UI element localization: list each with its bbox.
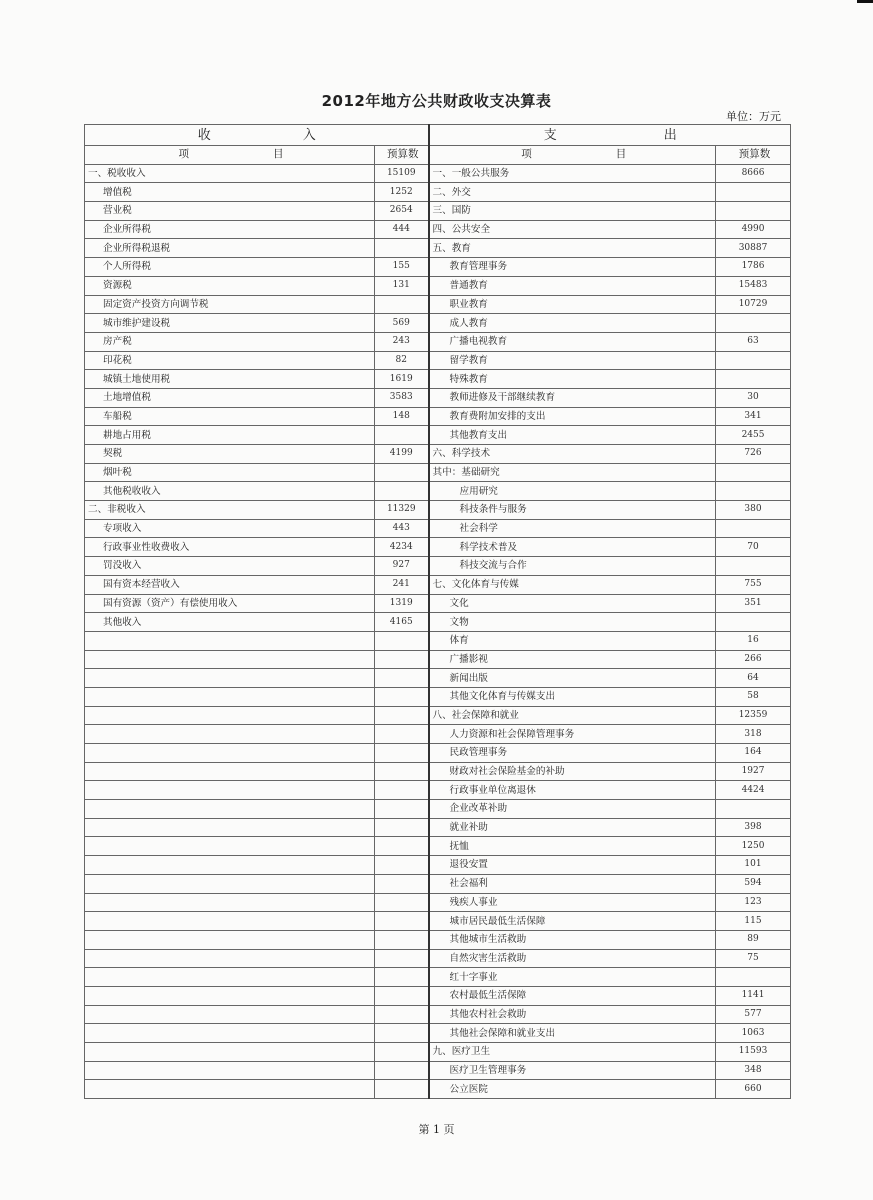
expenditure-budget-cell: 15483 [716,276,791,295]
expenditure-item-cell: 残疾人事业 [429,893,716,912]
table-row [85,912,791,931]
income-budget-cell: 15109 [375,164,429,183]
expenditure-budget-cell: 318 [716,725,791,744]
table-row [85,650,791,669]
expenditure-budget-cell [716,370,791,389]
income-budget-cell [375,762,429,781]
income-item-cell [85,818,375,837]
expenditure-item-cell: 教育费附加安排的支出 [429,407,716,426]
income-item-cell [85,1024,375,1043]
expenditure-budget-cell: 1250 [716,837,791,856]
table-row [85,501,791,520]
income-item-cell: 专项收入 [85,519,375,538]
expenditure-item-cell: 科学技术普及 [429,538,716,557]
income-item-cell: 城市维护建设税 [85,314,375,333]
expenditure-item-cell: 公立医院 [429,1080,716,1099]
expenditure-item-cell: 民政管理事务 [429,744,716,763]
income-item-cell [85,669,375,688]
income-budget-cell [375,744,429,763]
expenditure-item-cell: 六、科学技术 [429,445,716,464]
income-item-cell [85,1080,375,1099]
expenditure-item-cell: 社会福利 [429,874,716,893]
expenditure-budget-cell [716,557,791,576]
income-budget-cell [375,295,429,314]
expenditure-item-cell: 科技条件与服务 [429,501,716,520]
expenditure-item-cell: 特殊教育 [429,370,716,389]
expenditure-item-cell: 行政事业单位离退休 [429,781,716,800]
table-row [85,519,791,538]
expenditure-budget-cell: 1141 [716,986,791,1005]
expenditure-budget-cell: 1786 [716,258,791,277]
income-item-cell: 耕地占用税 [85,426,375,445]
expenditure-item-cell: 二、外交 [429,183,716,202]
expenditure-budget-cell: 11593 [716,1043,791,1062]
expenditure-budget-cell: 348 [716,1061,791,1080]
income-item-cell: 企业所得税 [85,220,375,239]
table-row [85,669,791,688]
table-row [85,631,791,650]
table-row [85,744,791,763]
income-budget-cell: 131 [375,276,429,295]
income-budget-cell: 444 [375,220,429,239]
income-budget-cell [375,463,429,482]
expenditure-budget-cell: 64 [716,669,791,688]
income-item-cell: 印花税 [85,351,375,370]
table-row [85,818,791,837]
expenditure-budget-cell: 341 [716,407,791,426]
income-budget-cell [375,725,429,744]
budget-table [84,124,791,1099]
expenditure-item-cell: 广播影视 [429,650,716,669]
expenditure-budget-cell: 75 [716,949,791,968]
income-item-cell: 国有资源（资产）有偿使用收入 [85,594,375,613]
unit-label: 单位：万元 [726,110,781,123]
income-item-cell [85,725,375,744]
expenditure-item-cell: 九、医疗卫生 [429,1043,716,1062]
expenditure-budget-cell [716,968,791,987]
income-item-cell: 房产税 [85,332,375,351]
income-budget-cell: 11329 [375,501,429,520]
table-row [85,463,791,482]
table-row [85,258,791,277]
income-budget-cell: 155 [375,258,429,277]
table-row [85,239,791,258]
expenditure-item-cell: 人力资源和社会保障管理事务 [429,725,716,744]
expenditure-budget-cell [716,800,791,819]
income-item-cell: 营业税 [85,202,375,221]
expenditure-budget-cell: 4424 [716,781,791,800]
income-item-cell [85,893,375,912]
table-row [85,725,791,744]
income-budget-cell [375,912,429,931]
income-budget-cell: 241 [375,575,429,594]
income-budget-cell: 4199 [375,445,429,464]
income-budget-cell [375,426,429,445]
expenditure-item-cell: 农村最低生活保障 [429,986,716,1005]
expenditure-item-header: 项 目 [429,146,716,165]
income-item-cell: 企业所得税退税 [85,239,375,258]
income-budget-cell [375,1005,429,1024]
table-row [85,1080,791,1099]
table-row [85,613,791,632]
table-row [85,202,791,221]
expenditure-budget-cell: 577 [716,1005,791,1024]
table-row [85,351,791,370]
expenditure-budget-cell: 8666 [716,164,791,183]
table-row [85,557,791,576]
table-row [85,893,791,912]
expenditure-budget-cell: 16 [716,631,791,650]
expenditure-item-cell: 五、教育 [429,239,716,258]
expenditure-item-cell: 红十字事业 [429,968,716,987]
income-budget-cell: 4234 [375,538,429,557]
expenditure-budget-cell: 89 [716,930,791,949]
expenditure-item-cell: 文物 [429,613,716,632]
income-budget-cell: 443 [375,519,429,538]
section-header-row [85,125,791,146]
table-row [85,986,791,1005]
income-item-cell: 城镇土地使用税 [85,370,375,389]
expenditure-budget-cell: 164 [716,744,791,763]
income-budget-cell: 569 [375,314,429,333]
expenditure-budget-cell: 1063 [716,1024,791,1043]
expenditure-budget-header: 预算数 [716,146,791,165]
expenditure-item-cell: 成人教育 [429,314,716,333]
income-budget-cell [375,482,429,501]
income-budget-cell: 243 [375,332,429,351]
expenditure-budget-cell: 398 [716,818,791,837]
income-item-cell: 契税 [85,445,375,464]
income-item-cell: 二、非税收入 [85,501,375,520]
table-row [85,295,791,314]
table-row [85,388,791,407]
income-budget-cell [375,837,429,856]
page-title: 2012年地方公共财政收支决算表 [321,92,552,110]
expenditure-budget-cell: 726 [716,445,791,464]
income-section-header: 收 入 [85,125,429,146]
income-item-cell [85,986,375,1005]
income-item-cell [85,968,375,987]
column-header-row [85,146,791,165]
expenditure-budget-cell: 594 [716,874,791,893]
income-item-cell [85,949,375,968]
table-row [85,687,791,706]
table-row [85,1043,791,1062]
expenditure-budget-cell: 4990 [716,220,791,239]
expenditure-item-cell: 广播电视教育 [429,332,716,351]
expenditure-budget-cell: 380 [716,501,791,520]
expenditure-budget-cell: 755 [716,575,791,594]
income-budget-cell [375,687,429,706]
table-row [85,837,791,856]
expenditure-budget-cell: 660 [716,1080,791,1099]
income-budget-cell [375,800,429,819]
table-row [85,874,791,893]
expenditure-budget-cell: 30887 [716,239,791,258]
income-budget-cell: 1319 [375,594,429,613]
table-row [85,426,791,445]
expenditure-item-cell: 财政对社会保险基金的补助 [429,762,716,781]
expenditure-budget-cell: 70 [716,538,791,557]
table-row [85,949,791,968]
income-budget-cell: 2654 [375,202,429,221]
page-number: 第 1 页 [418,1123,455,1136]
expenditure-budget-cell: 123 [716,893,791,912]
table-row [85,800,791,819]
expenditure-budget-cell [716,183,791,202]
table-row [85,370,791,389]
expenditure-item-cell: 教育管理事务 [429,258,716,277]
expenditure-budget-cell [716,519,791,538]
income-item-cell [85,631,375,650]
income-budget-cell [375,930,429,949]
income-item-cell: 个人所得税 [85,258,375,277]
income-item-cell: 烟叶税 [85,463,375,482]
expenditure-item-cell: 文化 [429,594,716,613]
expenditure-item-cell: 三、国防 [429,202,716,221]
income-item-cell [85,837,375,856]
income-item-cell: 行政事业性收费收入 [85,538,375,557]
expenditure-item-cell: 医疗卫生管理事务 [429,1061,716,1080]
expenditure-budget-cell: 10729 [716,295,791,314]
table-row [85,220,791,239]
income-item-cell: 国有资本经营收入 [85,575,375,594]
expenditure-item-cell: 企业改革补助 [429,800,716,819]
expenditure-item-cell: 其他文化体育与传媒支出 [429,687,716,706]
expenditure-budget-cell [716,202,791,221]
income-budget-cell: 4165 [375,613,429,632]
expenditure-budget-cell: 63 [716,332,791,351]
expenditure-item-cell: 普通教育 [429,276,716,295]
table-row [85,930,791,949]
income-budget-cell [375,239,429,258]
expenditure-budget-cell: 115 [716,912,791,931]
income-budget-cell [375,856,429,875]
income-budget-cell [375,650,429,669]
income-item-cell: 增值税 [85,183,375,202]
table-row [85,706,791,725]
income-budget-cell: 1252 [375,183,429,202]
expenditure-item-cell: 七、文化体育与传媒 [429,575,716,594]
income-item-cell: 其他税收收入 [85,482,375,501]
income-budget-cell: 1619 [375,370,429,389]
income-budget-cell [375,1043,429,1062]
income-budget-cell [375,631,429,650]
table-row [85,1061,791,1080]
income-budget-cell [375,968,429,987]
expenditure-budget-cell: 101 [716,856,791,875]
expenditure-item-cell: 社会科学 [429,519,716,538]
expenditure-budget-cell: 2455 [716,426,791,445]
table-row [85,1005,791,1024]
expenditure-item-cell: 城市居民最低生活保障 [429,912,716,931]
expenditure-budget-cell: 58 [716,687,791,706]
income-item-cell [85,800,375,819]
table-row [85,968,791,987]
expenditure-item-cell: 其他社会保障和就业支出 [429,1024,716,1043]
income-item-cell [85,1061,375,1080]
income-item-cell [85,1043,375,1062]
expenditure-item-cell: 就业补助 [429,818,716,837]
income-item-cell: 一、税收收入 [85,164,375,183]
income-item-cell [85,744,375,763]
expenditure-item-cell: 教师进修及干部继续教育 [429,388,716,407]
table-row [85,332,791,351]
expenditure-budget-cell [716,613,791,632]
expenditure-budget-cell: 1927 [716,762,791,781]
income-budget-cell [375,893,429,912]
expenditure-budget-cell [716,351,791,370]
table-row [85,164,791,183]
expenditure-item-cell: 自然灾害生活救助 [429,949,716,968]
table-row [85,594,791,613]
income-item-cell [85,1005,375,1024]
table-row [85,407,791,426]
table-row [85,781,791,800]
income-item-cell [85,874,375,893]
table-row [85,1024,791,1043]
income-item-cell: 固定资产投资方向调节税 [85,295,375,314]
expenditure-budget-cell: 30 [716,388,791,407]
expenditure-item-cell: 一、一般公共服务 [429,164,716,183]
income-budget-cell [375,874,429,893]
income-item-cell [85,650,375,669]
income-item-cell: 车船税 [85,407,375,426]
expenditure-item-cell: 留学教育 [429,351,716,370]
table-row [85,856,791,875]
income-item-cell: 土地增值税 [85,388,375,407]
income-budget-cell: 3583 [375,388,429,407]
income-item-cell [85,856,375,875]
income-budget-cell [375,706,429,725]
income-item-cell [85,781,375,800]
income-item-cell [85,912,375,931]
expenditure-item-cell: 抚恤 [429,837,716,856]
table-row [85,482,791,501]
income-budget-cell: 927 [375,557,429,576]
income-budget-cell [375,1080,429,1099]
scan-corner-mark [857,0,873,3]
expenditure-item-cell: 四、公共安全 [429,220,716,239]
income-item-cell: 其他收入 [85,613,375,632]
table-body [85,125,791,1099]
income-budget-cell: 148 [375,407,429,426]
expenditure-item-cell: 新闻出版 [429,669,716,688]
income-budget-cell [375,986,429,1005]
income-budget-cell [375,818,429,837]
expenditure-item-cell: 科技交流与合作 [429,557,716,576]
income-item-header: 项 目 [85,146,375,165]
income-budget-cell [375,949,429,968]
income-item-cell [85,687,375,706]
income-budget-cell [375,781,429,800]
expenditure-item-cell: 应用研究 [429,482,716,501]
expenditure-section-header: 支 出 [429,125,791,146]
income-item-cell [85,706,375,725]
expenditure-budget-cell: 12359 [716,706,791,725]
table-row [85,314,791,333]
expenditure-budget-cell: 351 [716,594,791,613]
expenditure-item-cell: 其中：基础研究 [429,463,716,482]
income-budget-cell [375,1024,429,1043]
expenditure-item-cell: 退役安置 [429,856,716,875]
table-row [85,445,791,464]
expenditure-budget-cell [716,482,791,501]
expenditure-budget-cell [716,314,791,333]
expenditure-item-cell: 体育 [429,631,716,650]
table-row [85,276,791,295]
income-item-cell: 资源税 [85,276,375,295]
expenditure-item-cell: 其他城市生活救助 [429,930,716,949]
table-row [85,538,791,557]
table-row [85,575,791,594]
income-item-cell: 罚没收入 [85,557,375,576]
income-budget-cell [375,1061,429,1080]
expenditure-item-cell: 其他教育支出 [429,426,716,445]
income-item-cell [85,762,375,781]
table-row [85,762,791,781]
expenditure-budget-cell [716,463,791,482]
income-budget-header: 预算数 [375,146,429,165]
income-item-cell [85,930,375,949]
expenditure-item-cell: 其他农村社会救助 [429,1005,716,1024]
table-row [85,183,791,202]
expenditure-item-cell: 职业教育 [429,295,716,314]
expenditure-budget-cell: 266 [716,650,791,669]
expenditure-item-cell: 八、社会保障和就业 [429,706,716,725]
income-budget-cell [375,669,429,688]
income-budget-cell: 82 [375,351,429,370]
